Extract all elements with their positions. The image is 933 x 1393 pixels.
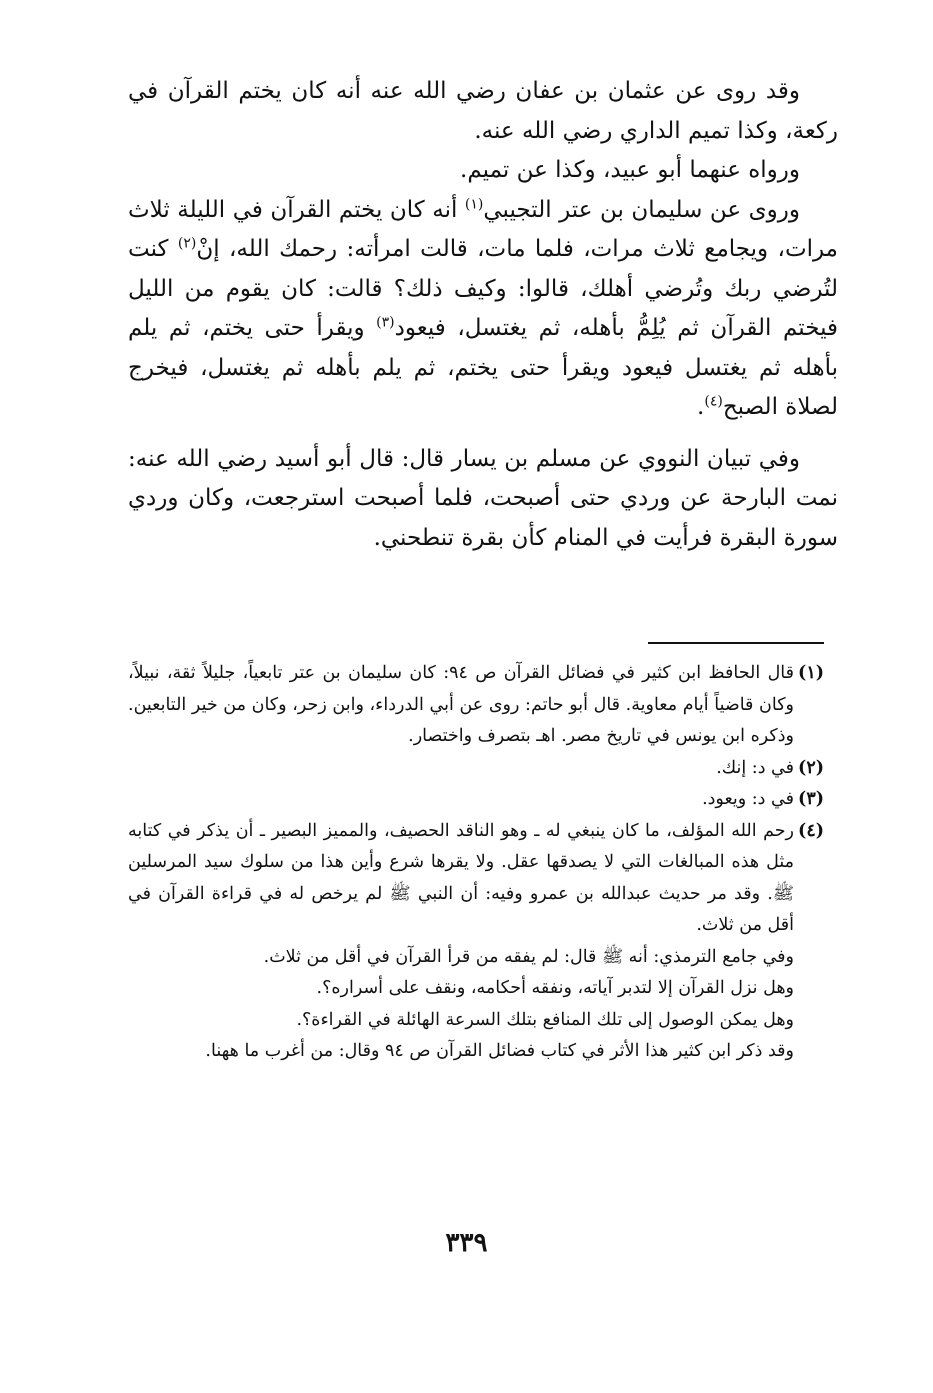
footnote-trailer: وقد ذكر ابن كثير هذا الأثر في كتاب فضائل القرآن ص ٩٤ وقال: من أغرب ما ههنا. (205, 1041, 794, 1061)
footnote-4 (128, 816, 824, 1037)
footnote-body (128, 784, 794, 816)
footnote-number: (٢) (798, 757, 824, 778)
footnote-text: في د: إنك. (716, 757, 794, 778)
paragraph-text: وروى عن سليمان بن عتر التجيبي (483, 196, 800, 223)
footnote-text: قال الحافظ ابن كثير في فضائل القرآن ص ٩٤: كان سليمان بن عتر تابعياً، جليلاً ثقة، نبيلاً، وكان قاضياً أيام معاوية. قال أبو حاتم: روى عن أبي الدرداء، وابن زحر، وكان من خير التابعين. وذكره ابن يونس في تاريخ مصر. اهـ بتصرف واختصار. (128, 663, 794, 746)
paragraph-tibyan (128, 440, 838, 559)
footnote-text: رحم الله المؤلف، ما كان ينبغي له ـ وهو الناقد الحصيف، والمميز البصير ـ أن يذكر في كتابه مثل هذه المبالغات التي لا يصدقها عقل. ولا يقرها شرع وأين هذا من سلوك سيد المرسلين ﷺ. وقد مر حديث عبدالله بن عمرو وفيه: أن النبي ﷺ لم يرخص له في قراءة القرآن في أقل من ثلاث. (128, 820, 794, 935)
paragraph-sulayman (128, 191, 838, 428)
footnote-body (128, 753, 794, 785)
footnote-separator (648, 642, 824, 644)
paragraph-abu-ubaid (128, 151, 838, 191)
footnote-text: وفي جامع الترمذي: أنه ﷺ قال: لم يفقه من قرأ القرآن في أقل من ثلاث. (263, 946, 794, 967)
footnote-number: (١) (798, 663, 824, 683)
footnote-marker: (١) (464, 195, 484, 212)
footnote-text: وهل نزل القرآن إلا لتدبر آياته، ونفقه أحكامه، ونقف على أسراره؟. (316, 978, 794, 998)
footnote-number: (٣) (798, 789, 824, 809)
paragraph-uthman (128, 72, 838, 151)
footnote-body (128, 658, 794, 753)
paragraph-text: أنه كان يختم القرآن في الليلة ثلاث مرات، ويجامع ثلاث مرات، فلما مات، قالت امرأته: رحمك الله، إنْ (128, 196, 838, 262)
footnotes (128, 658, 824, 1068)
footnote-number: (٤) (798, 820, 824, 841)
footnote-body (128, 816, 794, 1037)
page-number: ٣٣٩ (445, 1228, 488, 1258)
paragraph-text: ويقرأ حتى يختم، ثم يلم بأهله ثم يغتسل فيعود ويقرأ حتى يختم، ثم يلم بأهله ثم يغتسل، فيخرج لصلاة الصبح (128, 315, 838, 420)
footnote-3 (128, 784, 824, 816)
paragraph-text: . (697, 394, 705, 420)
paragraph-text: وفي تبيان النووي عن مسلم بن يسار قال: قال أبو أسيد رضي الله عنه: نمت البارحة عن وردي حتى أصبحت، فلما أصبحت استرجعت، وكان وردي سورة البقرة فرأيت في المنام كأن بقرة تنطحني. (128, 445, 838, 551)
footnote-1 (128, 658, 824, 753)
footnote-marker: (٢) (177, 235, 197, 252)
footnote-text: في د: ويعود. (702, 789, 794, 809)
footnote-marker: (٣) (376, 314, 395, 331)
main-text (128, 72, 838, 558)
footnote-text: وهل يمكن الوصول إلى تلك المنافع بتلك السرعة الهائلة في القراءة؟. (296, 1009, 794, 1030)
paragraph-text: كنت لتُرضي ربك وتُرضي أهلك، قالوا: وكيف ذلك؟ قالت: كان يقوم من الليل فيختم القرآن ثم يُلِمُّ بأهله، ثم يغتسل، فيعود (128, 236, 838, 341)
footnote-2 (128, 753, 824, 785)
paragraph-text: وقد روى عن عثمان بن عفان رضي الله عنه أنه كان يختم القرآن في ركعة، وكذا تميم الداري رضي الله عنه. (128, 78, 838, 144)
paragraph-text: ورواه عنهما أبو عبيد، وكذا عن تميم. (460, 157, 800, 183)
footnote-marker: (٤) (704, 393, 723, 410)
